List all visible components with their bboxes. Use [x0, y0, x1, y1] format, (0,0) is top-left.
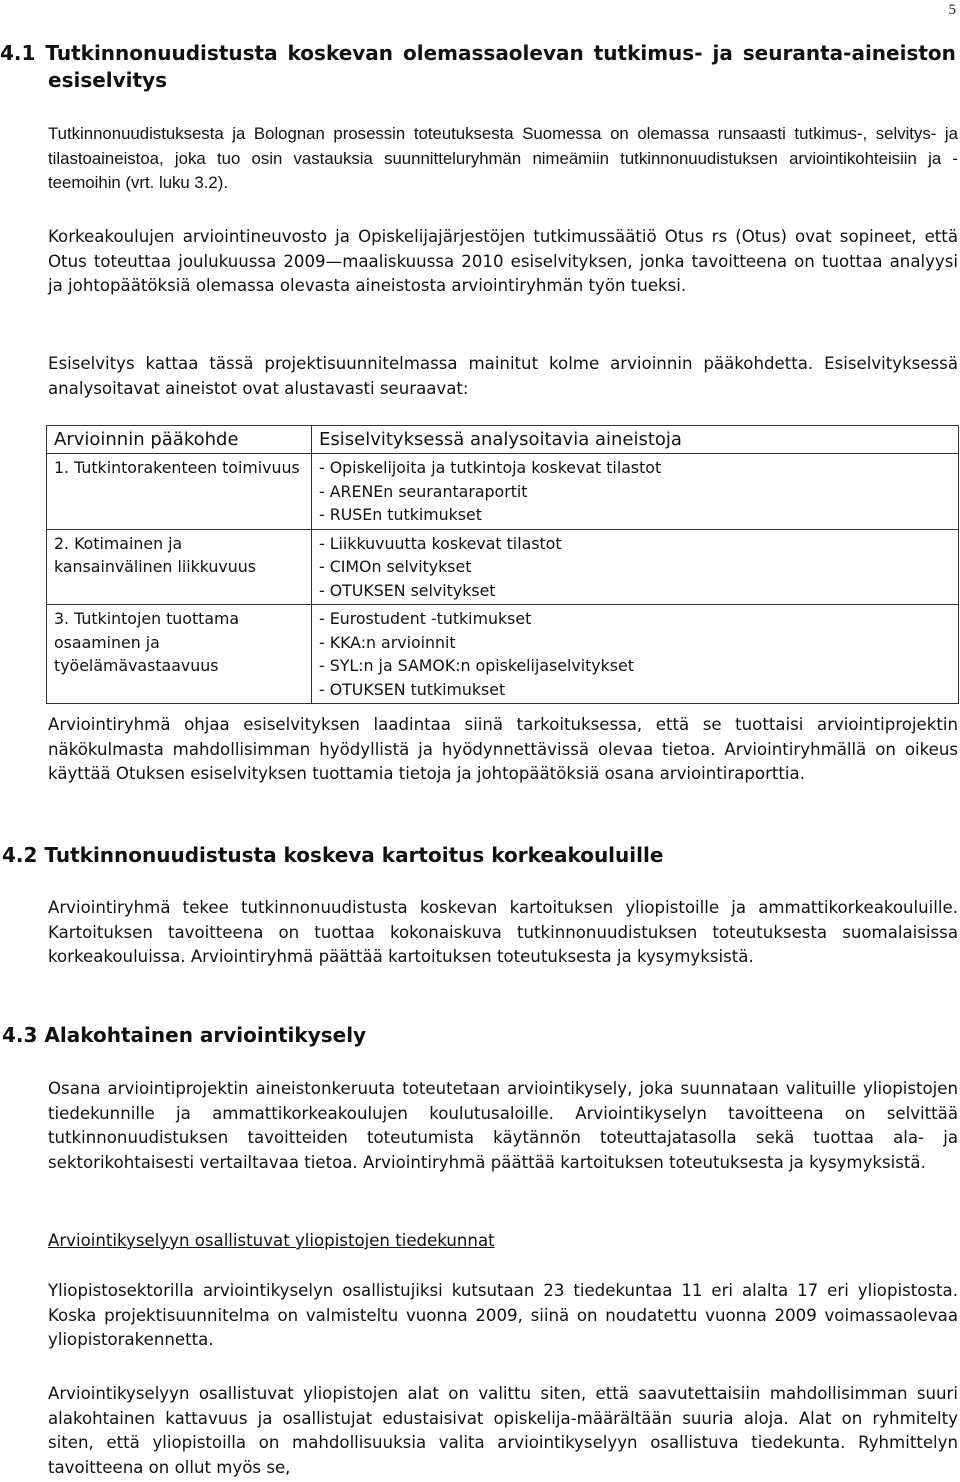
- material-item: - SYL:n ja SAMOK:n opiskelijaselvitykset: [319, 656, 634, 675]
- paragraph: Yliopistosektorilla arviointikyselyn osallistujiksi kutsutaan 23 tiedekuntaa 11 eri alalta 17 eri yliopistosta. Koska projektisuunnitelma on valmisteltu vuonna 2009, siinä on noudatettu vuonna 2009 voimassaolevaa yliopistorakennetta.: [48, 1281, 958, 1349]
- material-item: - Opiskelijoita ja tutkintoja koskevat tilastot: [319, 458, 662, 477]
- table-cell-target: 1. Tutkintorakenteen toimivuus: [47, 454, 312, 530]
- materials-table: [46, 425, 959, 704]
- table-cell-materials: [312, 605, 959, 704]
- material-item: - OTUKSEN tutkimukset: [319, 679, 506, 699]
- page-number: 5: [948, 2, 956, 18]
- table-header-cell: Arvioinnin pääkohde: [47, 426, 312, 454]
- material-item: - OTUKSEN selvitykset: [319, 580, 496, 600]
- subheading: Arviointikyselyyn osallistuvat yliopistojen tiedekunnat: [48, 1231, 495, 1250]
- section-number: 4.3: [2, 1023, 38, 1047]
- material-item: - RUSEn tutkimukset: [319, 505, 482, 524]
- section-title: Tutkinnonuudistusta koskeva kartoitus korkeakouluille: [44, 843, 664, 867]
- section-title-line1: Tutkinnonuudistusta koskevan olemassaolevan tutkimus- ja seuranta-aineiston: [45, 41, 956, 65]
- paragraph: Arviointiryhmä ohjaa esiselvityksen laadintaa siinä tarkoituksessa, että se tuottaisi arviointiprojektin näkökulmasta mahdollisimman hyödyllistä ja hyödynnettävissä olevaa tietoa. Arviointiryhmällä on oikeus käyttää Otuksen esiselvityksen tuottamia tietoja ja johtopäätöksiä osana arviointiraporttia.: [48, 715, 958, 783]
- paragraph: Tutkinnonuudistuksesta ja Bolognan prosessin toteutuksesta Suomessa on olemassa runsaasti tutkimus-, selvitys- ja tilastoaineistoa, joka tuo osin vastauksia suunnitteluryhmän nimeämiin tutkinnonuudistuksen arviointikohteisiin ja -teemoihin (vrt. luku 3.2).: [48, 124, 958, 192]
- section-title-line2: esiselvitys: [48, 68, 168, 92]
- table-cell-target: 2. Kotimainen ja kansainvälinen liikkuvuus: [47, 529, 312, 605]
- section-number: 4.2: [2, 843, 38, 867]
- table-header-cell: Esiselvityksessä analysoitavia aineistoja: [312, 426, 959, 454]
- paragraph: Osana arviointiprojektin aineistonkeruuta toteutetaan arviointikysely, joka suunnataan valituille yliopistojen tiedekunnille ja ammattikorkeakoulujen koulutusaloille. Arviointikyselyn tavoitteena on selvittää tutkinnonuudistuksen tavoitteiden toteutumista käytännön toteuttajatasolla sekä tuottaa ala- ja sektorikohtaisesti vertailtavaa tietoa. Arviointiryhmä päättää kartoituksen toteutuksesta ja kysymyksistä.: [48, 1079, 958, 1172]
- section-4-3-heading: [2, 1022, 958, 1049]
- section-title: Alakohtainen arviointikysely: [44, 1023, 367, 1047]
- table-cell-materials: [312, 454, 959, 530]
- material-item: - Liikkuvuutta koskevat tilastot: [319, 533, 562, 553]
- material-item: - ARENEn seurantaraportit: [319, 481, 528, 501]
- paragraph: Korkeakoulujen arviointineuvosto ja Opiskelijajärjestöjen tutkimussäätiö Otus rs (Otus) ovat sopineet, että Otus toteuttaa joulukuussa 2009—maaliskuussa 2010 esiselvityksen, jonka tavoitteena on tuottaa analyysi ja johtopäätöksiä olemassa olevasta aineistosta arviointiryhmän työn tueksi.: [48, 227, 958, 295]
- section-number: 4.1: [0, 41, 36, 65]
- section-4-1-heading: [0, 40, 958, 94]
- section-4-2-heading: [2, 842, 958, 869]
- paragraph: Esiselvitys kattaa tässä projektisuunnitelmassa mainitut kolme arvioinnin pääkohdetta. Esiselvityksessä analysoitavat aineistot ovat alustavasti seuraavat:: [48, 354, 958, 398]
- paragraph: Arviointikyselyyn osallistuvat yliopistojen alat on valittu siten, että saavutettaisiin mahdollisimman suuri alakohtainen kattavuus ja osallistujat edustaisivat opiskelija-määrältään suuria aloja. Alat on ryhmitelty siten, että yliopistoilla on mahdollisuuksia valita arviointikyselyyn osallistuva tiedekunta. Ryhmittelyn tavoitteena on ollut myös se,: [48, 1384, 958, 1477]
- material-item: - Eurostudent -tutkimukset: [319, 609, 532, 628]
- material-item: - KKA:n arvioinnit: [319, 632, 456, 652]
- table-row: [47, 529, 959, 605]
- table-cell-materials: [312, 529, 959, 605]
- paragraph: Arviointiryhmä tekee tutkinnonuudistusta koskevan kartoituksen yliopistoille ja ammattikorkeakouluille. Kartoituksen tavoitteena on tuottaa kokonaiskuva tutkinnonuudistuksen toteutuksesta suomalaisissa korkeakouluissa. Arviointiryhmä päättää kartoituksen toteutuksesta ja kysymyksistä.: [48, 898, 958, 966]
- table-cell-target: 3. Tutkintojen tuottama osaaminen ja työelämävastaavuus: [47, 605, 312, 704]
- table-row: [47, 454, 959, 530]
- table-header-row: [47, 426, 959, 454]
- material-item: - CIMOn selvitykset: [319, 557, 472, 576]
- table-row: [47, 605, 959, 704]
